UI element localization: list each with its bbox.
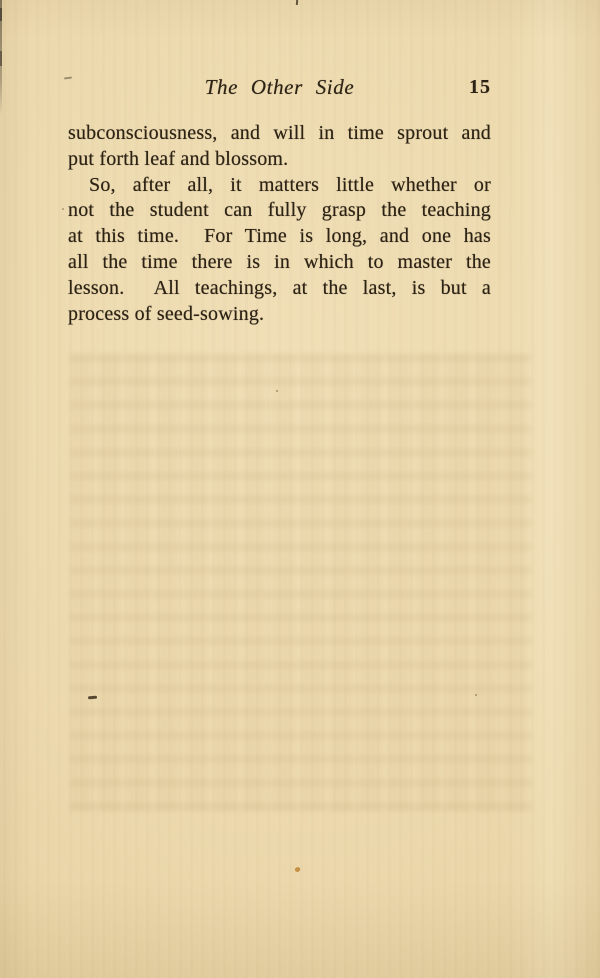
page-number: 15 [469,76,491,98]
text-line: put forth leaf and blossom. [68,147,289,170]
page-header [68,75,491,101]
running-title: The Other Side [204,75,355,99]
scan-mark-left-edge [0,0,2,115]
scan-mark-left-edge [0,51,2,66]
text-line: lesson. All teachings, at the last, is but a [68,276,491,299]
text-line: process of seed-sowing. [68,302,265,325]
text-line: not the student can fully grasp the teaching [68,199,491,222]
scan-mark-dash [88,696,97,699]
text-line: subconsciousness, and will in time sprout and [68,122,491,144]
bleedthrough-text [70,354,532,812]
text-line: So, after all, it matters little whether or [89,173,491,196]
scan-speck [276,390,278,392]
scan-speck [475,694,477,696]
scan-speck [62,208,64,210]
page-body [68,121,491,327]
scan-mark-left-edge [0,8,2,21]
scan-mark-top-tick [296,0,298,5]
scan-speck [294,866,300,872]
text-line: all the time there is in which to master the [68,250,491,273]
text-line: at this time. For Time is long, and one has [68,225,491,248]
